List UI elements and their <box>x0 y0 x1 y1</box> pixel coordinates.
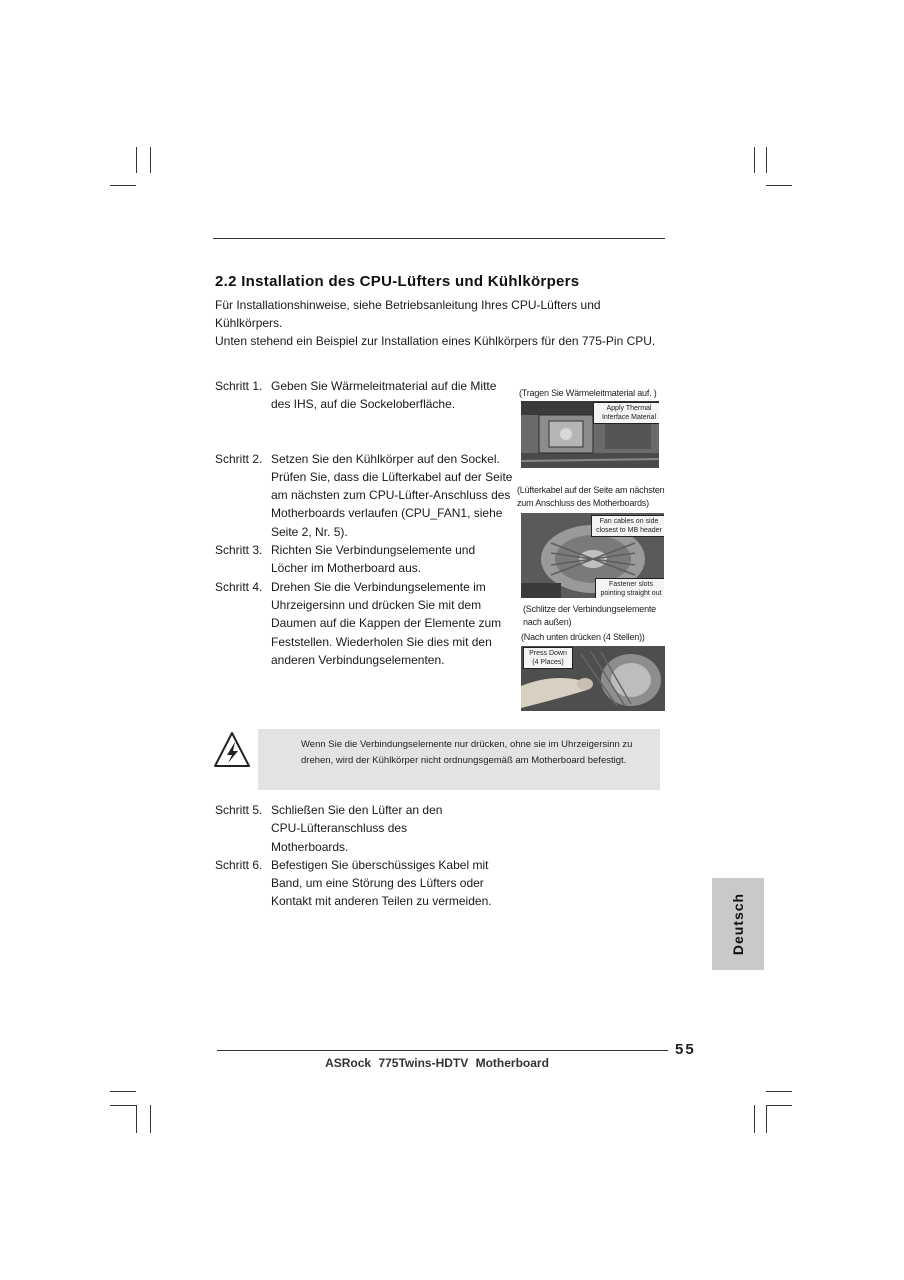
step-text: Geben Sie Wärmeleitmaterial auf die Mitte des IHS, auf die Sockeloberfläche. <box>271 379 497 412</box>
crop-mark <box>766 1105 767 1133</box>
figure-2-caption-line-2: zum Anschluss des Motherboards) <box>517 498 649 508</box>
crop-mark <box>110 1091 136 1092</box>
top-rule <box>213 238 665 239</box>
language-tab-label: Deutsch <box>730 892 746 956</box>
intro-paragraph-1: Für Installationshinweise, siehe Betriebsanleitung Ihres CPU-Lüfters und Kühlkörpers. <box>215 298 601 330</box>
crop-mark <box>136 147 137 173</box>
step-label: Schritt 4. <box>215 579 263 594</box>
step-4 <box>215 578 515 669</box>
crop-mark <box>766 1105 792 1106</box>
step-text: Drehen Sie die Verbindungselemente im Uhrzeigersinn und drücken Sie mit dem Daumen auf die Kappen der Elemente zum Feststellen. Wiederholen Sie dies mit den anderen Verbindungselementen. <box>271 579 502 667</box>
step-label: Schritt 5. <box>215 803 263 817</box>
step-text: Befestigen Sie überschüssiges Kabel mit Band, um eine Störung des Lüfters oder Kontakt mit anderen Teilen zu vermeiden. <box>271 857 492 909</box>
footer-rule <box>217 1050 668 1051</box>
step-label: Schritt 3. <box>215 543 263 558</box>
figure-2-label-bottom: Fastener slots pointing straight out <box>595 578 664 598</box>
steps-list-upper <box>215 377 515 669</box>
crop-mark <box>150 147 151 173</box>
intro-text <box>215 296 675 350</box>
step-label: Schritt 2. <box>215 451 263 466</box>
step-text: Richten Sie Verbindungselemente und Löcher im Motherboard aus. <box>271 543 476 576</box>
step-3 <box>215 541 515 578</box>
footer-text: ASRock 775Twins-HDTV Motherboard <box>325 1056 549 1070</box>
crop-mark <box>754 1105 755 1133</box>
figure-1-photo <box>521 401 659 468</box>
crop-mark <box>766 147 767 173</box>
steps-list-lower <box>215 801 515 911</box>
step-6 <box>215 856 515 911</box>
warning-text: Wenn Sie die Verbindungselemente nur drücken, ohne sie im Uhrzeigersinn zu drehen, wird der Kühlkörper nicht ordnungsgemäß am Motherboard befestigt. <box>301 739 633 766</box>
figure-3-caption-line-1: (Schlitze der Verbindungselemente <box>523 604 656 614</box>
figure-3-caption-press: (Nach unten drücken (4 Stellen)) <box>521 632 645 642</box>
figure-1-label: Apply Thermal Interface Material <box>593 402 659 424</box>
step-5 <box>215 801 515 856</box>
figure-2-caption <box>517 484 665 510</box>
figure-2-photo <box>521 513 664 598</box>
figure-2-caption-line-1: (Lüfterkabel auf der Seite am nächsten <box>517 485 665 495</box>
step-1 <box>215 377 515 414</box>
language-tab <box>712 878 764 970</box>
step-label: Schritt 6. <box>215 857 263 872</box>
step-text: Setzen Sie den Kühlkörper auf den Sockel. Prüfen Sie, dass die Lüfterkabel auf der Seite am nächsten zum CPU-Lüfter-Anschluss des Motherboards verlaufen (CPU_FAN1, siehe Seite 2, Nr. 5). <box>271 451 513 539</box>
crop-mark <box>150 1105 151 1133</box>
figure-3-photo <box>521 646 665 711</box>
figure-3-caption <box>523 603 656 629</box>
step-label: Schritt 1. <box>215 379 263 393</box>
crop-mark <box>766 185 792 186</box>
crop-mark <box>110 185 136 186</box>
crop-mark <box>136 1105 137 1133</box>
figure-1-caption: (Tragen Sie Wärmeleitmaterial auf. ) <box>519 388 657 398</box>
crop-mark <box>110 1105 136 1106</box>
figure-2-label-top: Fan cables on side closest to MB header <box>591 515 664 537</box>
section-heading: 2.2 Installation des CPU-Lüfters und Kühlkörpers <box>215 273 580 290</box>
figure-3-caption-line-2: nach außen) <box>523 617 572 627</box>
figure-3-label: Press Down (4 Places) <box>523 647 573 669</box>
intro-paragraph-2: Unten stehend ein Beispiel zur Installation eines Kühlkörpers für den 775-Pin CPU. <box>215 334 656 348</box>
crop-mark <box>766 1091 792 1092</box>
step-2 <box>215 450 515 541</box>
page-number: 55 <box>675 1041 696 1058</box>
crop-mark <box>754 147 755 173</box>
warning-icon <box>212 730 252 772</box>
step-text: Schließen Sie den Lüfter an den CPU-Lüfteranschluss des Motherboards. <box>271 803 443 854</box>
